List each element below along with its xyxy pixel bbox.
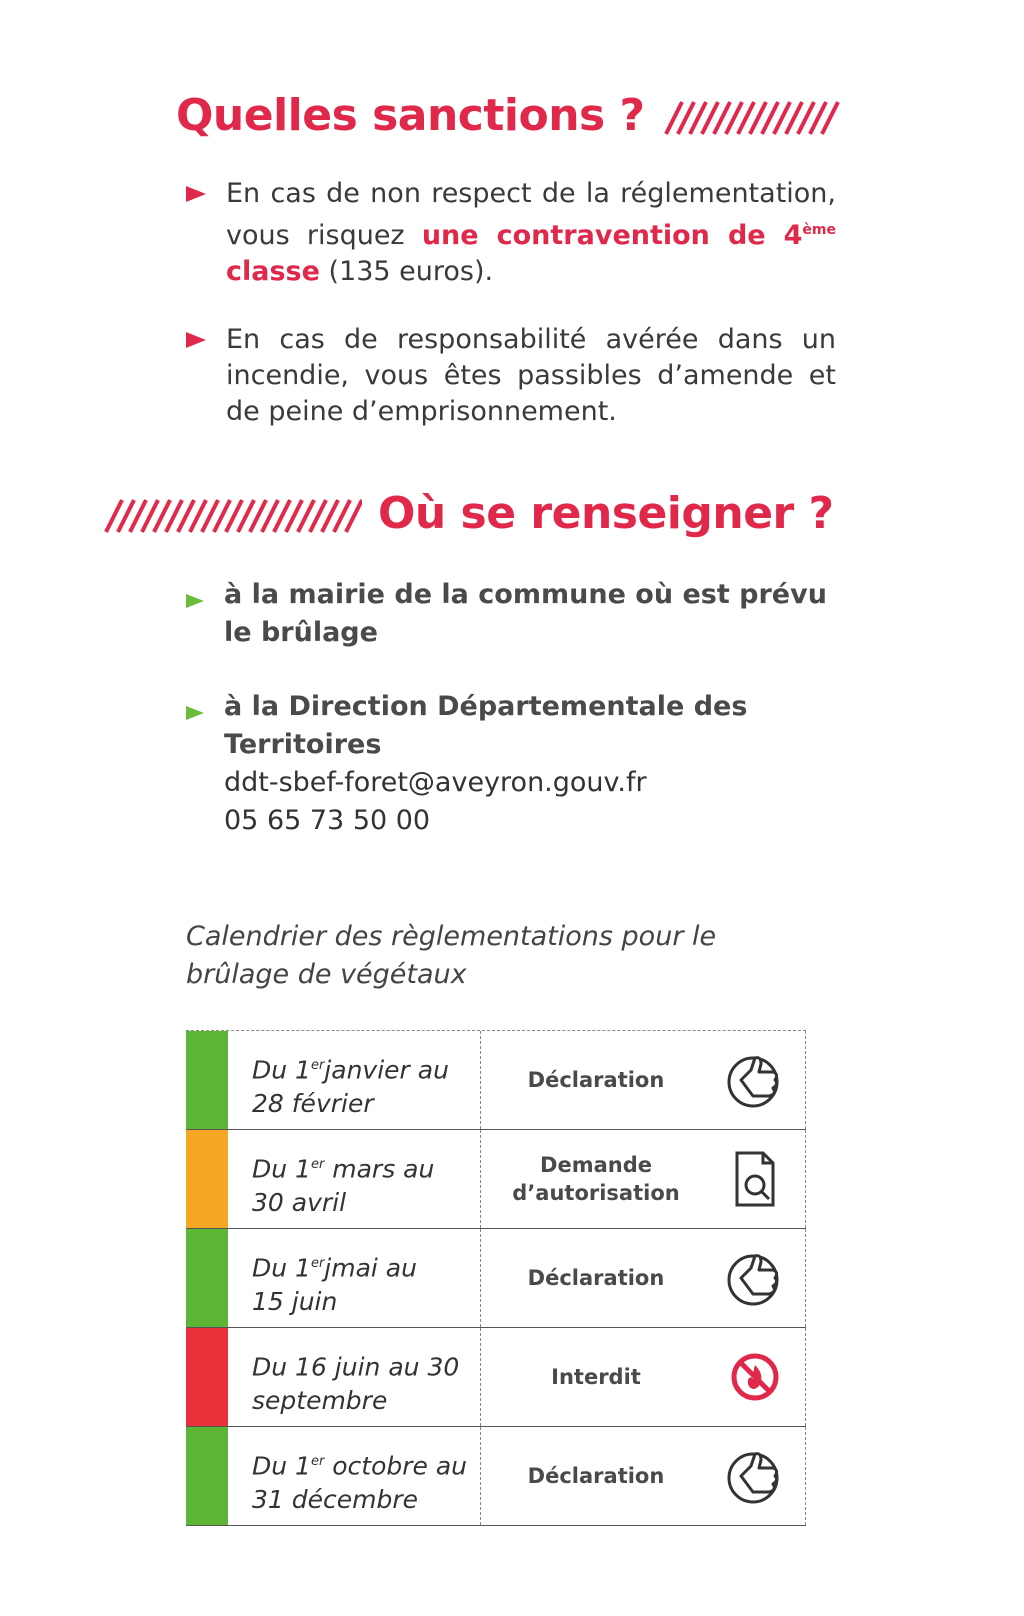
- status-label: Interdit: [551, 1365, 641, 1389]
- heading-hatch-decoration: [100, 498, 362, 534]
- bullet-arrow-icon: [186, 594, 204, 608]
- info-item2-line2: Territoires: [224, 729, 382, 760]
- period-color-swatch: [186, 1328, 228, 1426]
- sanctions-paragraph-2: En cas de responsabilité avérée dans un incendie, vous êtes passibles d’amende et de peine d’emprisonnement.: [226, 324, 836, 427]
- bullet-arrow-icon: [186, 186, 206, 202]
- no-fire-icon: [710, 1328, 800, 1426]
- status-label: Déclaration: [527, 1068, 665, 1092]
- calendar-row: [186, 1427, 806, 1526]
- period-label: Du 1er mars au 30 avril: [252, 1154, 435, 1218]
- calendar-row: [186, 1229, 806, 1328]
- info-item1-line1: à la mairie de la commune où est prévu: [224, 579, 827, 610]
- bullet-arrow-icon: [186, 332, 206, 348]
- contact-phone: 05 65 73 50 00: [224, 805, 431, 836]
- calendar-table: [186, 1030, 806, 1526]
- period-color-swatch: [186, 1427, 228, 1525]
- period-color-swatch: [186, 1031, 228, 1129]
- status-label: Demande d’autorisation: [512, 1153, 680, 1205]
- heading-hatch-decoration: [660, 100, 840, 136]
- info-item2-line1: à la Direction Départementale des: [224, 691, 748, 722]
- period-color-swatch: [186, 1130, 228, 1228]
- sanctions-text-end: (135 euros).: [319, 256, 494, 287]
- info-item1-line2: le brûlage: [224, 617, 378, 648]
- sanctions-text: En cas de non respect de la réglementation, vous risquez: [226, 178, 836, 251]
- thumbs-up-icon: [710, 1427, 800, 1525]
- sanctions-paragraph-1: [226, 176, 836, 290]
- calendar-title: Calendrier des règlementations pour le brûlage de végétaux: [186, 921, 717, 990]
- thumbs-up-icon: [710, 1229, 800, 1327]
- calendar-row: [186, 1130, 806, 1229]
- period-label: Du 1erjmai au 15 juin: [252, 1253, 417, 1317]
- contact-email[interactable]: ddt-sbef-foret@aveyron.gouv.fr: [224, 767, 647, 798]
- status-label: Déclaration: [527, 1464, 665, 1488]
- calendar-row: [186, 1328, 806, 1427]
- calendar-row: [186, 1030, 806, 1130]
- thumbs-up-icon: [710, 1031, 800, 1129]
- info-heading: Où se renseigner ?: [378, 488, 834, 539]
- period-label: Du 16 juin au 30 septembre: [252, 1352, 460, 1416]
- sanctions-heading: Quelles sanctions ?: [176, 90, 645, 141]
- status-label: Déclaration: [527, 1266, 665, 1290]
- sanctions-highlight: une contravention de 4ème classe: [226, 220, 836, 287]
- period-label: Du 1er octobre au 31 décembre: [252, 1451, 468, 1515]
- bullet-arrow-icon: [186, 706, 204, 720]
- period-label: Du 1erjanvier au 28 février: [252, 1055, 449, 1119]
- document-search-icon: [710, 1130, 800, 1228]
- period-color-swatch: [186, 1229, 228, 1327]
